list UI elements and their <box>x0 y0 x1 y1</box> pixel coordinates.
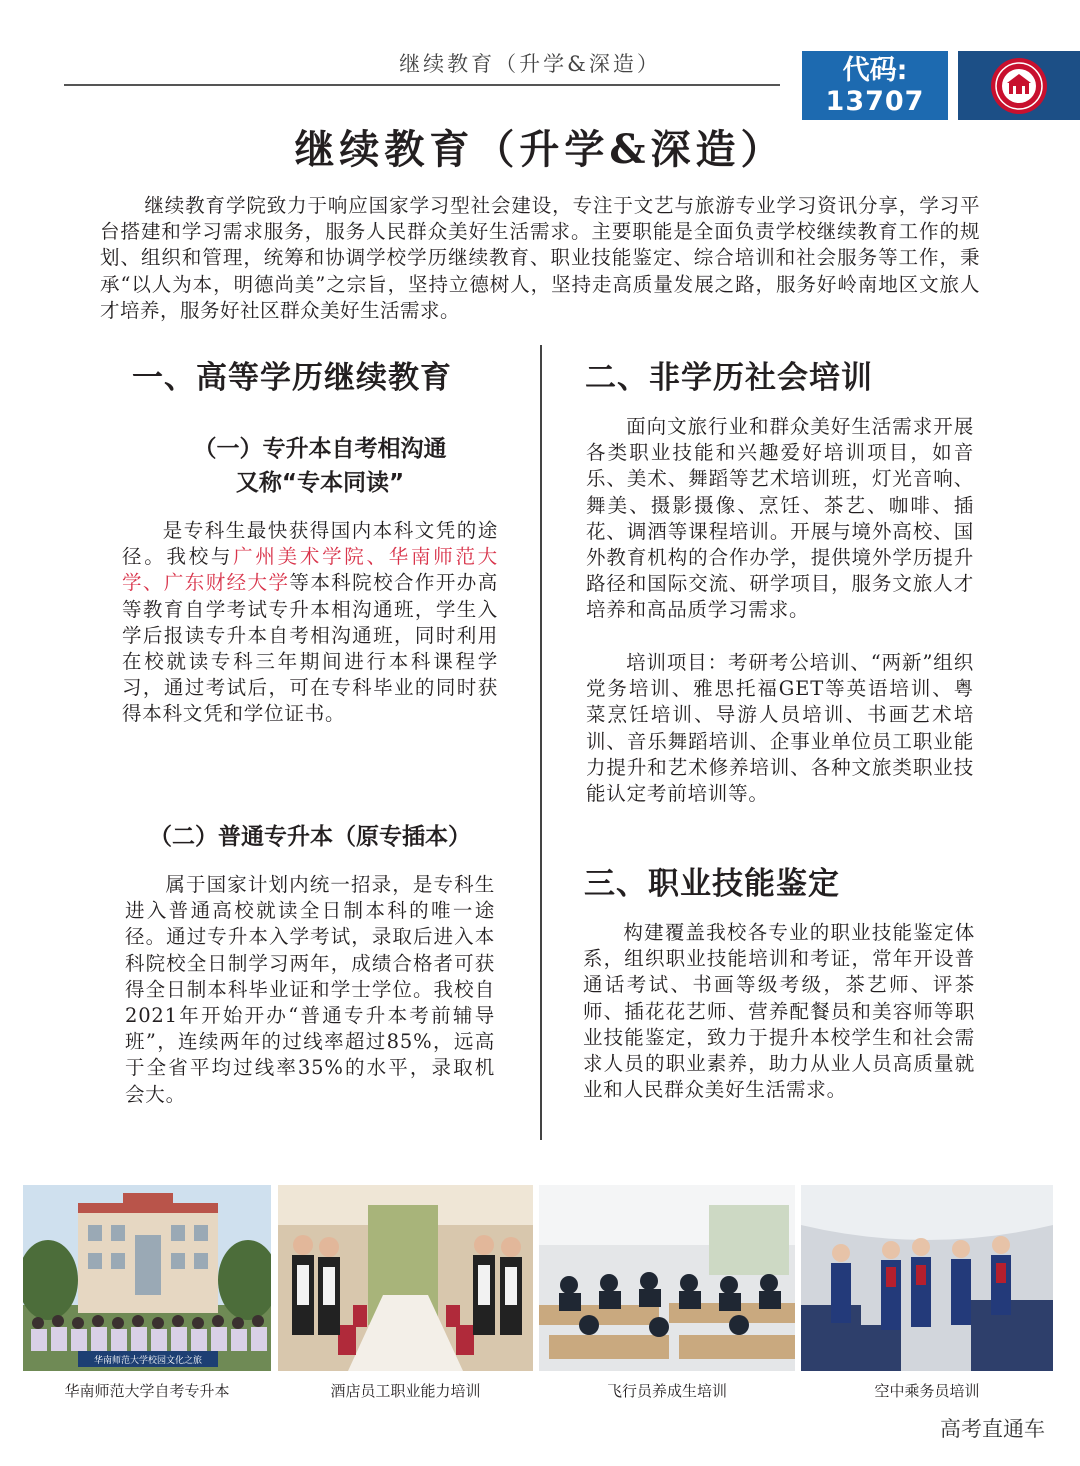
section-2-text-2: 培训项目：考研考公培训、“两新”组织党务培训、雅思托福GET等英语培训、粤菜烹饪培训、导游人员培训、书画艺术培训、音乐舞蹈培训、企事业单位员工职业能力提升和艺术修养培训、各种文旅类职业技能认定考前培训等。 <box>586 651 974 806</box>
section-3-heading: 三、职业技能鉴定 <box>584 866 840 902</box>
photo-caption-1: 华南师范大学自考专升本 <box>64 1382 230 1400</box>
photo-pilot-training <box>539 1185 795 1371</box>
school-code-badge <box>802 51 948 120</box>
school-seal-icon <box>989 56 1049 116</box>
section-2-paragraph-1 <box>586 414 974 624</box>
photo-campus-group <box>23 1185 271 1371</box>
section-1-sub-2-heading: （二）普通专升本（原专插本） <box>149 824 471 850</box>
school-logo-box <box>958 51 1080 120</box>
code-value: 13707 <box>825 86 925 117</box>
source-watermark: 高考直通车 <box>940 1417 1045 1441</box>
photo-caption-2: 酒店员工职业能力培训 <box>330 1382 481 1400</box>
section-2-paragraph-2 <box>586 650 974 807</box>
section-1-sub-1-heading <box>150 432 490 500</box>
section-1-sub-2-paragraph <box>125 872 495 1108</box>
header-rule <box>64 84 780 86</box>
sub-2-text: 属于国家计划内统一招录，是专科生进入普通高校就读全日制本科的唯一途径。通过专升本入学考试，录取后进入本科院校全日制学习两年，成绩合格者可获得全日制本科毕业证和学士学位。我校自2021年开始开办“普通专升本考前辅导班”，连续两年的过线率超过85%，远高于全省平均过线率35%的水平，录取机会大。 <box>125 873 495 1106</box>
photo-caption-4: 空中乘务员培训 <box>874 1382 980 1400</box>
section-2-text-1: 面向文旅行业和群众美好生活需求开展各类职业技能和兴趣爱好培训项目，如音乐、美术、舞蹈等艺术培训班，灯光音响、舞美、摄影摄像、烹饪、茶艺、咖啡、插花、调酒等课程培训。开展与境外高校、国外教育机构的合作办学，提供境外学历提升路径和国际交流、研学项目，服务文旅人才培养和高品质学习需求。 <box>586 415 974 622</box>
page-title: 继续教育（升学&深造） <box>294 126 786 173</box>
sub-1-heading-line-2: 又称“专本同读” <box>235 470 405 496</box>
section-2-heading: 二、非学历社会培训 <box>585 360 873 396</box>
section-3-text: 构建覆盖我校各专业的职业技能鉴定体系，组织职业技能培训和考证，常年开设普通话考试、书画等级考级，茶艺师、评茶师、插花花艺师、营养配餐员和美容师等职业技能鉴定，致力于提升本校学生和社会需求人员的职业素养，助力从业人员高质量就业和人民群众美好生活需求。 <box>583 921 975 1102</box>
sub-1-text-before: 是专科生最快获得国内本科文凭的途径。我校与 <box>122 519 498 569</box>
intro-text: 继续教育学院致力于响应国家学习型社会建设，专注于文艺与旅游专业学习资讯分享，学习平台搭建和学习需求服务，服务人民群众美好生活需求。主要职能是全面负责学校继续教育工作的规划、组织和管理，统筹和协调学校学历继续教育、职业技能鉴定、综合培训和社会服务等工作，秉承“以人为本，明德尚美”之宗旨，坚持立德树人，坚持走高质量发展之路，服务好岭南地区文旅人才培养，服务好社区群众美好生活需求。 <box>100 194 980 322</box>
photo-hotel-training <box>278 1185 533 1371</box>
photo-caption-3: 飞行员养成生培训 <box>606 1382 727 1400</box>
section-3-paragraph <box>583 920 975 1103</box>
running-header-title: 继续教育（升学&深造） <box>399 52 661 76</box>
column-divider <box>540 345 542 1140</box>
section-1-heading: 一、高等学历继续教育 <box>132 360 452 396</box>
section-1-sub-1-paragraph <box>122 518 498 728</box>
partner-universities: 广州美术学院、华南师范大学、广东财经大学 <box>122 545 498 595</box>
photo-flight-attendant-training <box>801 1185 1053 1371</box>
sub-1-heading-line-1: （一）专升本自考相沟通 <box>193 436 447 462</box>
photo-banner-text: 华南师范大学校园文化之旅 <box>93 1356 203 1366</box>
sub-1-text-after: 等本科院校合作开办高等教育自学考试专升本相沟通班，学生入学后报读专升本自考相沟通班，同时利用在校就读专科三年期间进行本科课程学习，通过考试后，可在专科毕业的同时获得本科文凭和学位证书。 <box>122 571 498 726</box>
intro-paragraph <box>100 193 980 324</box>
code-label: 代码: <box>842 55 908 86</box>
